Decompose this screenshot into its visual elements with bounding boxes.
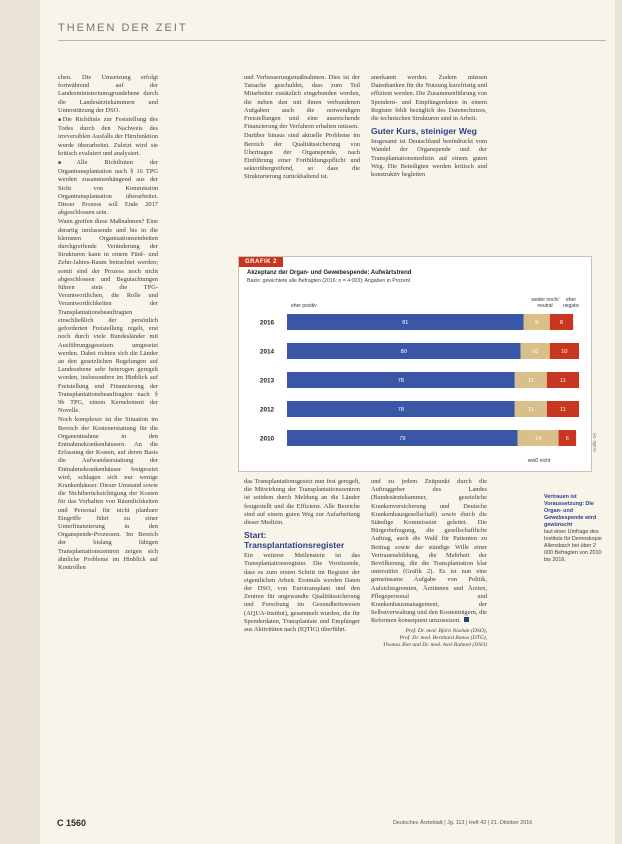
column-3-bottom bbox=[371, 478, 487, 649]
paragraph: Wann greifen diese Maßnahmen? Eine derartig umfassende und bis in die kleinsten Organisationseinheiten durchgreifende Veränderung der Strukturen kann in einem Fünf- und Zehn-Jahres-Raum betrachtet werden; somit sind der Prozess noch nicht abgeschlossen und Begutachtungen führen stets die TPG-Verantwortlichen, die Rolle und Verantwortlichkeiten der Transplantationsbeauftragten einschließlich der persönlich geforderten Freistellung regelt, erst noch durch viele Bundesländer mit Ausführungsgesetzen umgesetzt werden. Dabei richten sich die Länder an den gesetzlichen Regelungen auf Landesebene sehr heterogen geregelt worden, insbesondere im Hinblick auf Freistellung und Finanzierung der Transplantationsbeauftragten nach § 9b TPG, einem Kernelement der Novelle. bbox=[58, 218, 158, 415]
chart-canvas bbox=[239, 257, 591, 471]
chart-credit: Grafik: DÄ bbox=[592, 432, 597, 452]
footer-citation: Deutsches Ärzteblatt | Jg. 113 | Heft 42 | 21. Oktober 2016 bbox=[393, 820, 533, 826]
paragraph: chen. Die Umsetzung erfolgt fortwährend auf der Landesministeriumsgrundebene durch die Landesärztekammern und Unterstützung der DSO. bbox=[58, 74, 158, 114]
end-of-article-icon bbox=[464, 617, 469, 622]
subheading: Guter Kurs, steiniger Weg bbox=[371, 126, 477, 137]
author-line: Prof. Dr. med. Bernhard Banas (DTG), bbox=[399, 634, 487, 641]
legend-label: neutral bbox=[537, 303, 553, 309]
data-label: 11 bbox=[527, 378, 534, 385]
category-label: 2012 bbox=[259, 406, 275, 414]
data-label: 8 bbox=[559, 320, 564, 327]
data-label: 14 bbox=[535, 436, 542, 443]
data-label: 81 bbox=[402, 320, 409, 327]
paragraph: anerkannt werden. Zudem müssen Datenbanken für die Nutzung kurzfristig und effizient werden. Die Zusammenführung von Spendern- und Empfängerdaten in einem Register fehlt bezüglich des Datenschutzes, die technischen Strukturen sind in Arbeit. bbox=[371, 74, 487, 123]
data-label: 11 bbox=[560, 407, 566, 414]
column-2-bottom bbox=[244, 478, 360, 635]
data-label: 10 bbox=[532, 349, 539, 356]
data-label: 79 bbox=[399, 436, 406, 443]
column-3-top bbox=[371, 74, 487, 180]
data-label: 6 bbox=[565, 436, 569, 443]
bullet-paragraph: ■ Alle Richtlinien der Organtransplantation nach § 16 TPG werden zusammenhängend aus der Sicht von Kommission Organtransplantation überarbeitet. Dieser Prozess soll Ende 2017 abgeschlossen sein. bbox=[58, 159, 158, 217]
author-line: Thomas Biet und Dr. med. Axel Rahmel (DSO) bbox=[382, 641, 487, 648]
data-label: 10 bbox=[561, 349, 568, 356]
category-label: 2016 bbox=[259, 319, 275, 327]
section-header: THEMEN DER ZEIT bbox=[58, 22, 188, 34]
data-label: 11 bbox=[560, 378, 566, 385]
data-label: 78 bbox=[397, 407, 404, 414]
paragraph: Insgesamt ist Deutschland beeindruckt vom Wandel der Organspende und der Transplantationsmedizin auf einem guten Weg. Die Beteiligten werden kritisch und konstruktiv begleiten bbox=[371, 138, 487, 179]
chart-subtitle: Basis: gewichtete alle Befragten (2016: n = 4 003); Angaben in Prozent bbox=[247, 278, 411, 284]
chart-figure bbox=[238, 256, 592, 472]
paragraph-text: und zu jedem Zeitpunkt durch die Auftraggeber des Landes (Bundesärztekammer, gesetzliche Krankenversicherung und Deutsche Krankenhausgesellschaft) sowie durch die Ständige Kommission geleitet. Die Bürgerbefragung, die gesellschaftliche Auftrag, auch die Wahl für Patienten zu Beitrag sowie der ständige Wille einer Vertrauensbildung, die Mehrheit der Bevölkerung, die die Transplantation klar unterstützt (Grafik 2). Es ist nun eine gemeinsame Aufgabe von Politik, Aufsichtsgremien, Ärztinnen und Ärzten, Pflegepersonal und Krankenhausmanagement, der Selbstverwaltung und den Kostenträgern, die Reformen konsequent umzusetzen. bbox=[371, 478, 487, 625]
legend-label: eher positiv bbox=[291, 303, 317, 309]
paragraph: und Verbesserungsmaßnahmen. Dies ist der Tatsache geschuldet, dass zum Teil Mitarbeiter zusätzlich eingebunden werden, die neben den mit ihnen verbundenen Aufgaben auch die notwendigen Freistellungen und eine ausreichende Finanzierung der Verfahren erhalten müssen. bbox=[244, 74, 360, 131]
author-line: Prof. Dr. med. Björn Nashan (DSO), bbox=[405, 627, 487, 634]
data-label: 80 bbox=[400, 349, 407, 356]
margin-note-text: laut einer Umfrage des Instituts für Demoskopie Allensbach bei über 2 000 Befragten von 2010 bis 2016. bbox=[544, 529, 602, 563]
chart-tag: GRAFIK 2 bbox=[239, 257, 283, 267]
bullet-paragraph: ■ Die Richtlinie zur Feststellung des Todes durch den Nachweis des irreversiblen Ausfalls der Hirnfunktion wurde überarbeitet. Zuletzt wird sie kritisch evaluiert und analysiert. bbox=[58, 116, 158, 158]
column-1 bbox=[58, 74, 158, 573]
legend-label: weder noch/ bbox=[531, 297, 559, 303]
paragraph: Ein weiterer Meilenstein ist das Transplantationsregister. Die Vorsitzende, dass es zum ersten Schritt im Register der eigentlichen Arbeit. Erstmals werden Daten der DSO, von Eurotransplant und den Zentren für angewandte Qualitätssicherung und Forschung im Gesundheitswesen (AQUA-Institut), gesammelt wurden, die für Spenderdaten, Transplantate und Empfänger aus Aktivitäten nach (IQTIG) überführt. bbox=[244, 552, 360, 634]
data-label: 9 bbox=[535, 320, 539, 327]
chart-title: Akzeptanz der Organ- und Gewebespende: Aufwärtstrend bbox=[247, 270, 412, 276]
data-label: 78 bbox=[397, 378, 404, 385]
paragraph: das Transplantationsgesetz nun fest geregelt, die Mitwirkung der Transplantationszentren ist seitdem durch Meldung an die Länder festgestellt und die Effizienz. Alle Bereiche sind auf einem guten Weg zur Aufarbeitung dieser Medizin. bbox=[244, 478, 360, 527]
chart-footnote: weiß nicht bbox=[527, 458, 551, 464]
category-label: 2014 bbox=[259, 348, 275, 356]
legend-label: eher bbox=[565, 297, 577, 303]
page-number: C 1560 bbox=[57, 818, 87, 828]
data-label: 11 bbox=[527, 407, 534, 414]
author-credits bbox=[371, 628, 487, 649]
paragraph: Noch komplexer ist die Situation im Bereich der Kostenerstattung für die Organentnahme in den Entnahmekrankenhäusern. An die Erfassung der Kosten, auf deren Basis die Aufwandserstattung der Entnahmekrankenhäuser festgesetzt wird, schlagen sich nur wenige Krankenhäuser. Dieser Umstand sowie die Nichtberücksichtigung der Kosten für das Vorhalten von Räumlichkeiten und Personal für nicht planbare Eingriffe führt zu einer Unterfinanzierung in den Organspende-Prozessen. Im Bereich der bislang fähigen Transplantationszentren zeigen sich ähnliche Probleme im Hinblick auf Kontrollen bbox=[58, 416, 158, 571]
subheading: Start: Transplantationsregister bbox=[244, 530, 345, 551]
paragraph bbox=[371, 478, 487, 626]
column-2-top bbox=[244, 74, 360, 183]
header-divider bbox=[58, 40, 606, 41]
category-label: 2010 bbox=[259, 435, 275, 443]
paragraph: Darüber hinaus sind aktuelle Probleme im Bereich der Qualitätssicherung von Übertragen der Organspende, nach Einführung einer Fortbildungspflicht und sektorübergreifend, so dass die Strukturierung zurückhaltend ist. bbox=[244, 132, 360, 181]
margin-note-title: Vertrauen ist Voraussetzung: Die Organ- und Gewebespende wird gewünscht bbox=[544, 494, 597, 528]
legend-label: negativ bbox=[562, 303, 580, 309]
margin-note bbox=[544, 494, 604, 564]
category-label: 2013 bbox=[259, 377, 275, 385]
